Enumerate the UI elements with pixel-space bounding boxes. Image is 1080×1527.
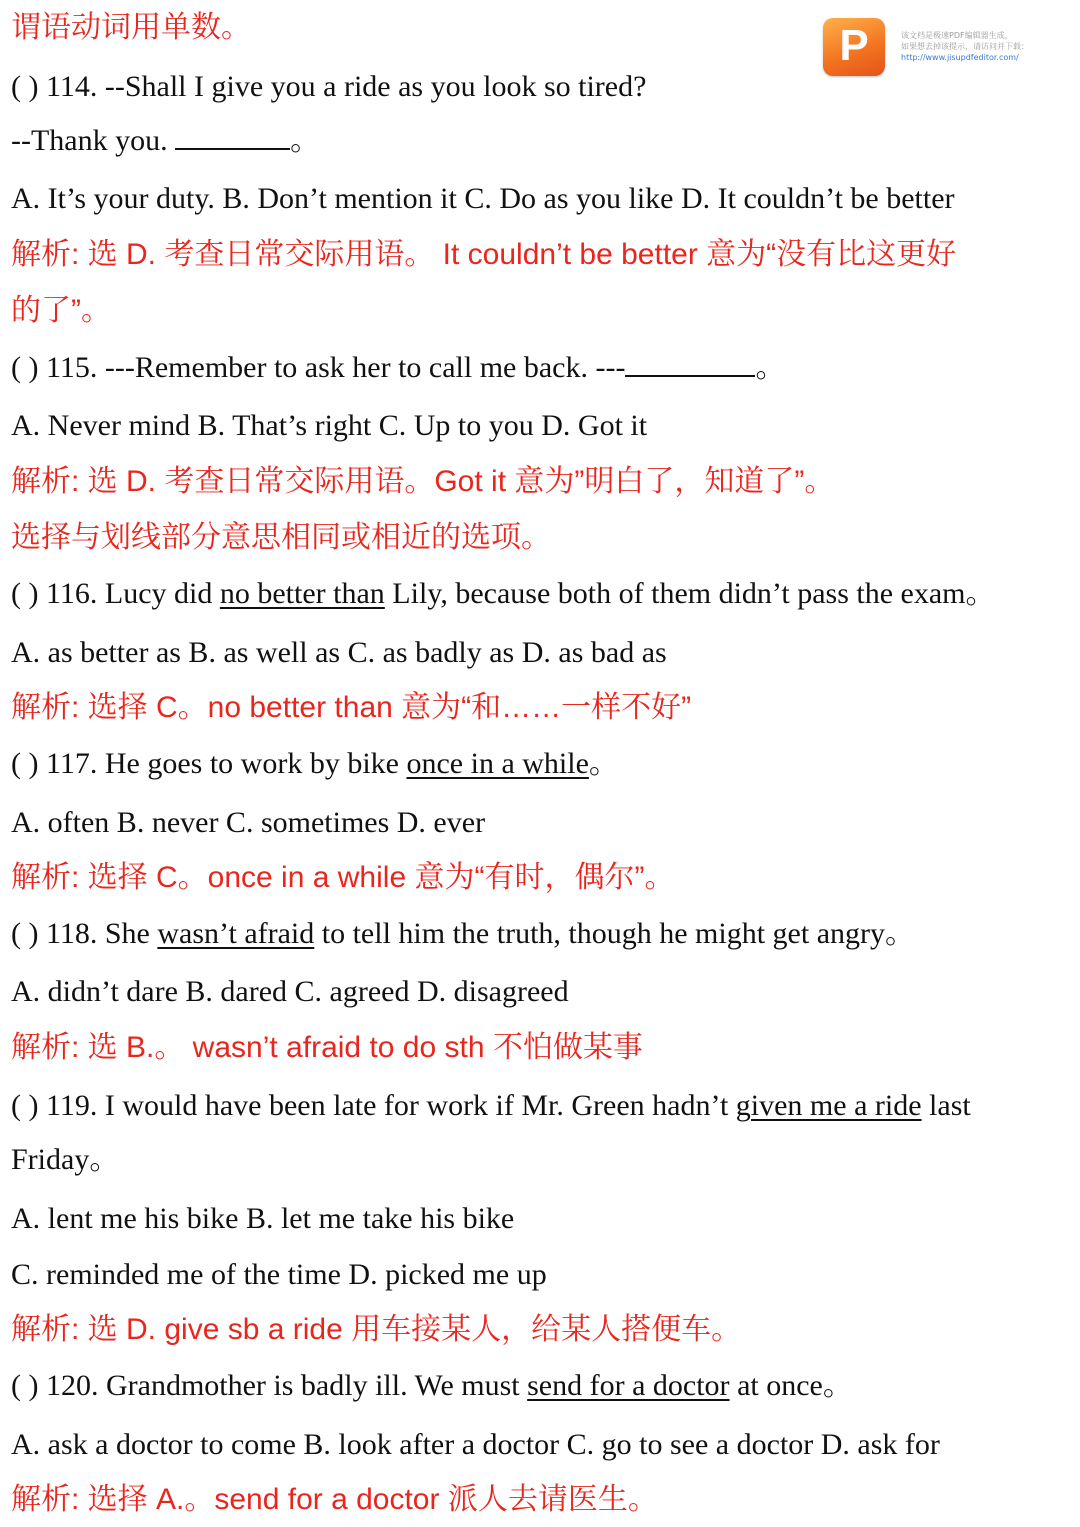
question-117: ( ) 117. He goes to work by bike once in a while。 (11, 747, 619, 780)
watermark-line-2: 如果想去掉该提示，请访问并下载： (901, 42, 1029, 51)
watermark-line-1: 该文档是极速PDF编辑器生成， (901, 31, 1013, 40)
question-119: ( ) 119. I would have been late for work if Mr. Green hadn’t given me a ride last (11, 1089, 971, 1122)
question-114-reply: --Thank you. 。 (11, 124, 321, 157)
underlined-phrase: once in a while (406, 747, 589, 780)
question-117-options: A. often B. never C. sometimes D. ever (11, 806, 486, 839)
question-120: ( ) 120. Grandmother is badly ill. We must send for a doctor at once。 (11, 1369, 853, 1402)
question-114: ( ) 114. --Shall I give you a ride as you look so tired? (11, 70, 647, 103)
underlined-phrase: given me a ride (735, 1089, 922, 1122)
underlined-phrase: wasn’t afraid (157, 917, 315, 950)
question-114-analysis-cont: 的了”。 (11, 294, 111, 327)
question-119-analysis: 解析: 选 D. give sb a ride 用车接某人，给某人搭便车。 (11, 1313, 742, 1346)
question-119-options-1: A. lent me his bike B. let me take his bike (11, 1202, 515, 1235)
answer-blank (625, 375, 755, 377)
question-119-cont: Friday。 (11, 1143, 120, 1176)
question-115-analysis: 解析: 选 D. 考查日常交际用语。Got it 意为”明白了，知道了”。 (11, 465, 835, 498)
question-115-options: A. Never mind B. That’s right C. Up to you D. Got it (11, 409, 648, 442)
intro-note: 谓语动词用单数。 (11, 11, 251, 44)
pdf-editor-logo-icon: P (823, 18, 885, 76)
question-116-options: A. as better as B. as well as C. as badly as D. as bad as (11, 636, 667, 669)
question-117-analysis: 解析: 选择 C。once in a while 意为“有时，偶尔”。 (11, 861, 675, 894)
question-116-analysis: 解析: 选择 C。no better than 意为“和……一样不好” (11, 691, 692, 724)
question-118-analysis: 解析: 选 B.。 wasn’t afraid to do sth 不怕做某事 (11, 1031, 643, 1064)
question-120-options: A. ask a doctor to come B. look after a doctor C. go to see a doctor D. ask for (11, 1428, 940, 1461)
watermark-link[interactable]: http://www.jisupdfeditor.com/ (901, 53, 1019, 62)
question-118: ( ) 118. She wasn’t afraid to tell him the truth, though he might get angry。 (11, 917, 916, 950)
underlined-phrase: no better than (219, 577, 385, 610)
question-119-options-2: C. reminded me of the time D. picked me up (11, 1258, 547, 1291)
question-115: ( ) 115. ---Remember to ask her to call me back. --- 。 (11, 351, 786, 384)
underlined-phrase: send for a doctor (527, 1369, 730, 1402)
question-120-analysis: 解析: 选择 A.。send for a doctor 派人去请医生。 (11, 1483, 658, 1516)
question-118-options: A. didn’t dare B. dared C. agreed D. disagreed (11, 975, 569, 1008)
answer-blank (175, 148, 290, 150)
question-116: ( ) 116. Lucy did no better than Lily, because both of them didn’t pass the exam。 (11, 577, 996, 610)
section-heading: 选择与划线部分意思相同或相近的选项。 (11, 521, 551, 554)
question-114-analysis: 解析: 选 D. 考查日常交际用语。 It couldn’t be better 意为“没有比这更好 (11, 238, 957, 271)
question-114-options: A. It’s your duty. B. Don’t mention it C. Do as you like D. It couldn’t be better (11, 182, 955, 215)
